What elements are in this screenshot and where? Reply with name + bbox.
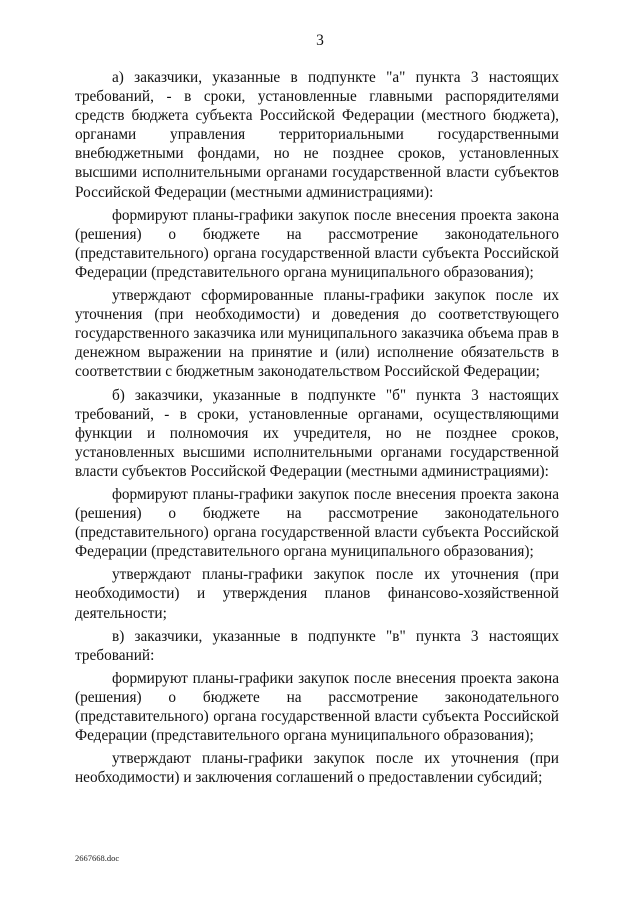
paragraph-b-approve: утверждают планы-графики закупок после их уточнения (при необходимости) и утверждения планов финансово-хозяйственной деятельности; <box>75 566 559 622</box>
paragraph-b-form: формируют планы-графики закупок после внесения проекта закона (решения) о бюджете на рассмотрение законодательного (представительного) органа государственной власти субъекта Российской Федерации (представительного органа муниципального образования); <box>75 485 559 561</box>
paragraph-v-approve: утверждают планы-графики закупок после их уточнения (при необходимости) и заключения соглашений о предоставлении субсидий; <box>75 750 559 787</box>
paragraph-v-intro: в) заказчики, указанные в подпункте "в" пункта 3 настоящих требований: <box>75 627 559 664</box>
document-file-code: 2667668.doc <box>75 853 120 863</box>
paragraph-a-approve: утверждают сформированные планы-графики закупок после их уточнения (при необходимости) и доведения до соответствующего государственного заказчика или муниципального заказчика объема прав в денежном выражении на принятие и (или) исполнение обязательств в соответствии с бюджетным законодательством Российской Федерации; <box>75 287 559 381</box>
page-number: 3 <box>316 32 324 49</box>
paragraph-b-intro: б) заказчики, указанные в подпункте "б" пункта 3 настоящих требований, - в сроки, установленные органами, осуществляющими функции и полномочия их учредителя, но не позднее сроков, установленных высшими исполнительными органами государственной власти субъектов Российской Федерации (местными администрациями): <box>75 386 559 480</box>
paragraph-a-intro: а) заказчики, указанные в подпункте "а" пункта 3 настоящих требований, - в сроки, установленные главными распорядителями средств бюджета субъекта Российской Федерации (местного бюджета), органами управления территориальными государственными внебюджетными фондами, но не позднее сроков, установленных высшими исполнительными органами государственной власти субъектов Российской Федерации (местными администрациями): <box>75 69 559 201</box>
paragraph-a-form: формируют планы-графики закупок после внесения проекта закона (решения) о бюджете на рассмотрение законодательного (представительного) органа государственной власти субъекта Российской Федерации (представительного органа муниципального образования); <box>75 206 559 281</box>
paragraph-v-form: формируют планы-графики закупок после внесения проекта закона (решения) о бюджете на рассмотрение законодательного (представительного) органа государственной власти субъекта Российской Федерации (представительного органа муниципального образования); <box>75 669 559 745</box>
document-body <box>75 68 559 791</box>
